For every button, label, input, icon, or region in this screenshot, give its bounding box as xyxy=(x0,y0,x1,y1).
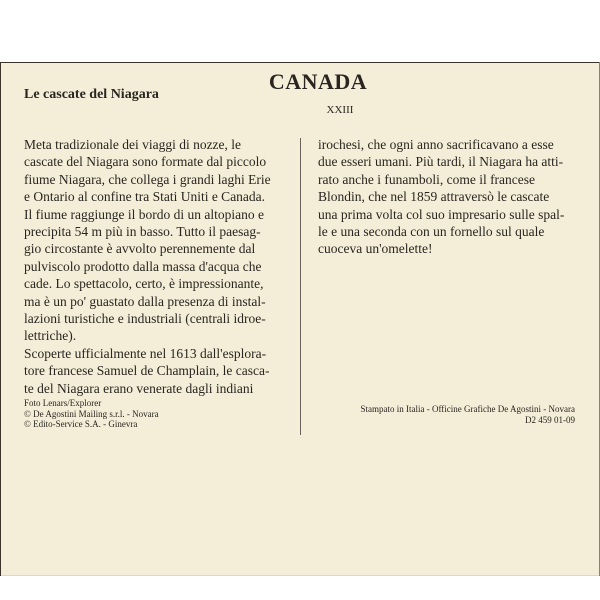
section-subtitle: Le cascate del Niagara xyxy=(24,87,159,102)
column-divider xyxy=(300,138,301,435)
body-column-right: irochesi, che ogni anno sacrificavano a esse due esseri umani. Più tardi, il Niagara ha atti- rato anche i funamboli, come il francese Blondin, che nel 1859 attraversò le cascate una prima volta col suo impresario sulle spal- le e una seconda con un fornello sul quale cuoceva un'omelette! xyxy=(318,137,565,257)
body-column-left: Meta tradizionale dei viaggi di nozze, le cascate del Niagara sono formate dal piccolo fiume Niagara, che collega i grandi laghi Erie e Ontario al confine tra Stati Uniti e Canada. Il fiume raggiunge il bordo di un altopiano e precipita 54 m più in basso. Tutto il paesag- gio circostante è avvolto perennemente dal pulviscolo prodotto dalla massa d'acqua che cade. Lo spettacolo, certo, è impressionante, ma è un po' guastato dalla presenza di instal- lazioni turistiche e industriali (centrali idroe- lettriche). Scoperte ufficialmente nel 1613 dall'esplora- tore francese Samuel de Champlain, le casca- te del Niagara erano venerate dagli indiani xyxy=(24,137,271,396)
page-title: CANADA xyxy=(268,69,368,94)
volume-number: XXIII xyxy=(326,104,354,116)
card-top-edge xyxy=(0,62,600,63)
photo-credits: Foto Lenars/Explorer © De Agostini Mailing s.r.l. - Novara © Edito-Service S.A. - Ginevra xyxy=(24,398,159,429)
card-left-edge xyxy=(0,62,1,576)
printer-info: Stampato in Italia - Officine Grafiche De Agostini - Novara D2 459 01-09 xyxy=(360,404,575,425)
